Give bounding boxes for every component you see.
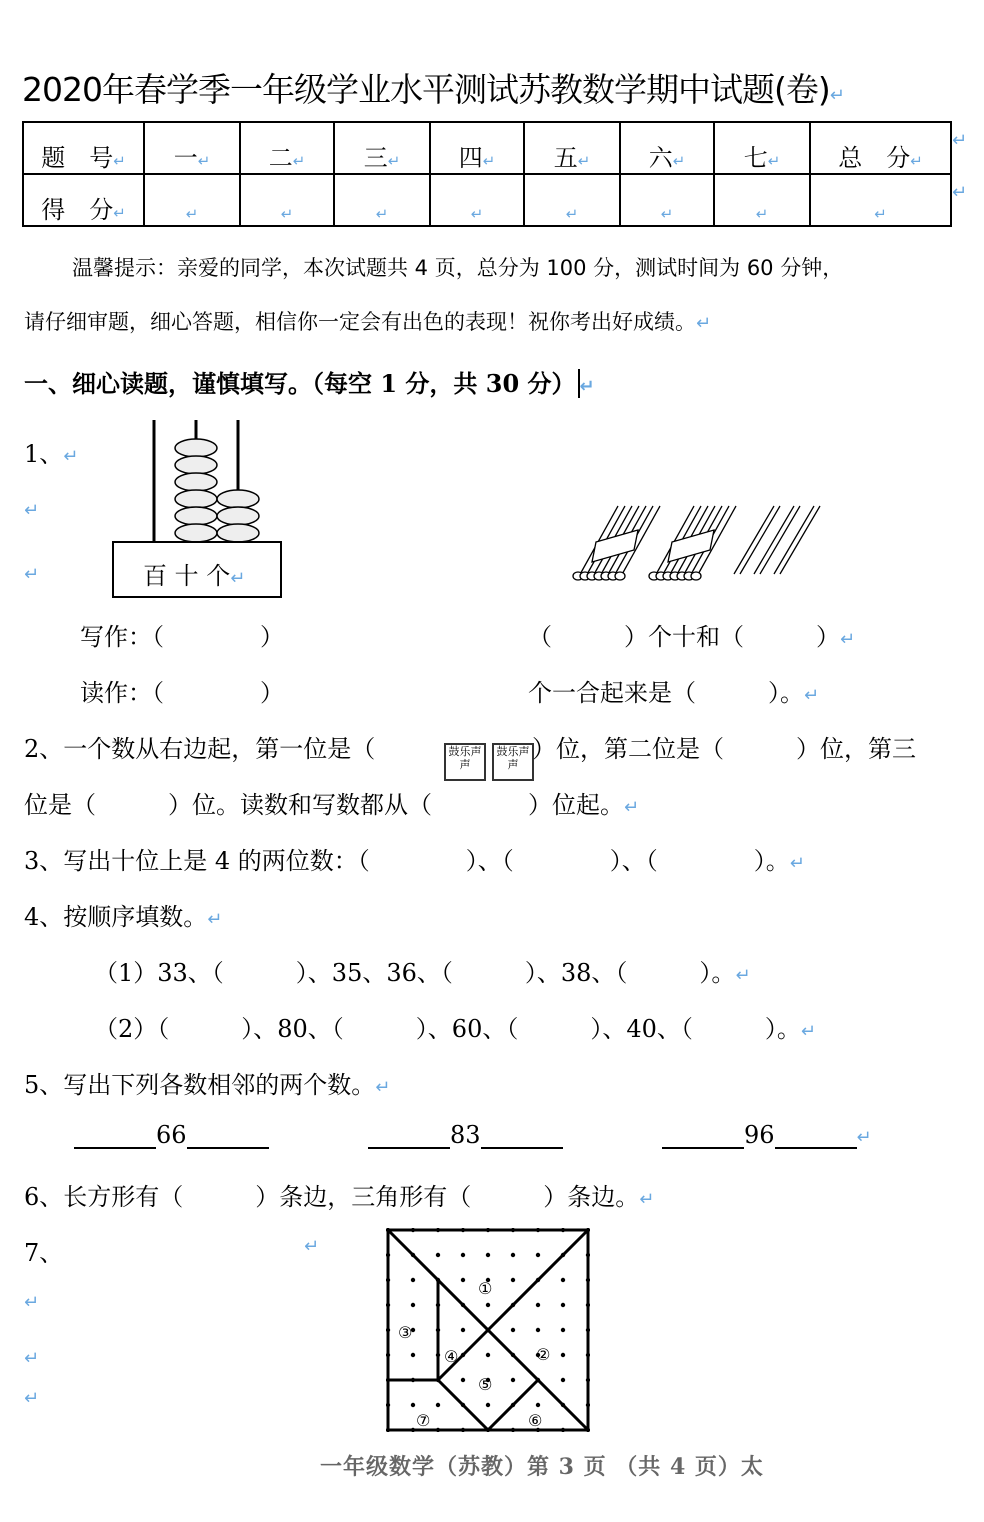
grid-dot bbox=[461, 1278, 465, 1282]
grid-dot bbox=[561, 1328, 565, 1332]
q2-line-1a: 2、一个数从右边起，第一位是（ bbox=[24, 735, 376, 763]
return-mark-icon: ↵ bbox=[24, 1348, 40, 1369]
q5-item-2[interactable]: 83 bbox=[368, 1121, 563, 1149]
header-cell: 三↵ bbox=[334, 122, 430, 174]
score-input-cell[interactable]: ↵ bbox=[144, 174, 240, 226]
q1-number: 1、↵ bbox=[24, 440, 79, 468]
score-input-cell[interactable]: ↵ bbox=[620, 174, 714, 226]
return-mark-icon: ↵ bbox=[24, 1388, 40, 1409]
piece-label-3: ③ bbox=[398, 1323, 413, 1342]
return-mark-icon: ↵ bbox=[304, 1236, 320, 1257]
q1-write-blank[interactable]: 写作：（ ） bbox=[80, 623, 284, 651]
q3-line[interactable]: 3、写出十位上是 4 的两位数：（ ）、（ ）、（ ）。↵ bbox=[24, 847, 805, 875]
header-cell: 一↵ bbox=[144, 122, 240, 174]
q4-label: 4、按顺序填数。↵ bbox=[24, 903, 223, 931]
grid-dot bbox=[436, 1253, 440, 1257]
grid-dot bbox=[486, 1403, 490, 1407]
grid-dot bbox=[411, 1278, 415, 1282]
return-mark-icon: ↵ bbox=[952, 182, 968, 203]
return-mark-icon: ↵ bbox=[24, 500, 40, 521]
tip-line-1: 温馨提示：亲爱的同学，本次试题共 4 页，总分为 100 分，测试时间为 60 分钟， bbox=[72, 256, 844, 280]
grid-dot bbox=[561, 1278, 565, 1282]
q1-read-blank[interactable]: 读作：（ ） bbox=[80, 679, 284, 707]
grid-dot bbox=[511, 1253, 515, 1257]
header-label-cell: 题 号↵ bbox=[23, 122, 144, 174]
piece-label-4: ④ bbox=[444, 1347, 459, 1366]
grid-dot bbox=[461, 1253, 465, 1257]
grid-dot bbox=[536, 1328, 540, 1332]
grid-dot bbox=[561, 1378, 565, 1382]
grid-dot bbox=[536, 1253, 540, 1257]
score-header-row bbox=[23, 122, 951, 174]
grid-dot bbox=[511, 1378, 515, 1382]
header-cell: 四↵ bbox=[430, 122, 524, 174]
header-cell: 六↵ bbox=[620, 122, 714, 174]
stamp-icon: 鼓乐声声 bbox=[492, 743, 534, 781]
score-input-cell[interactable]: ↵ bbox=[240, 174, 334, 226]
q1-right-line-1[interactable]: （ ）个十和（ ）↵ bbox=[528, 623, 856, 651]
page-title bbox=[22, 64, 844, 111]
piece-label-1: ① bbox=[478, 1279, 493, 1298]
grid-dot bbox=[561, 1353, 565, 1357]
section-1-heading: 一、细心读题，谨慎填写。（每空 1 分，共 30 分） ↵ bbox=[24, 369, 595, 398]
score-table bbox=[22, 121, 952, 227]
grid-dot bbox=[486, 1303, 490, 1307]
tangram-grid-figure bbox=[386, 1228, 590, 1432]
header-cell: 总 分↵ bbox=[810, 122, 951, 174]
abacus-place-labels: 百 十 个↵ bbox=[143, 562, 246, 590]
grid-dot bbox=[411, 1353, 415, 1357]
score-input-cell[interactable]: ↵ bbox=[714, 174, 810, 226]
return-mark-icon: ↵ bbox=[952, 130, 968, 151]
return-mark-icon: ↵ bbox=[829, 85, 844, 106]
grid-dot bbox=[411, 1403, 415, 1407]
score-input-cell[interactable]: ↵ bbox=[334, 174, 430, 226]
piece-label-7: ⑦ bbox=[416, 1411, 431, 1430]
q1-right-line-2[interactable]: 个一合起来是（ ）。↵ bbox=[528, 679, 820, 707]
page-footer: 一年级数学（苏教）第 3 页 （共 4 页）太 bbox=[320, 1454, 764, 1480]
score-input-cell[interactable]: ↵ bbox=[810, 174, 951, 226]
grid-dot bbox=[536, 1403, 540, 1407]
header-cell: 二↵ bbox=[240, 122, 334, 174]
q7-number: 7、 bbox=[24, 1239, 64, 1267]
q5-item-3[interactable]: 96 ↵ bbox=[662, 1121, 872, 1149]
tip-line-2: 请仔细审题，细心答题，相信你一定会有出色的表现！祝你考出好成绩。↵ bbox=[24, 310, 712, 334]
grid-dot bbox=[411, 1303, 415, 1307]
grid-dot bbox=[461, 1378, 465, 1382]
grid-dot bbox=[511, 1328, 515, 1332]
grid-dot bbox=[511, 1278, 515, 1282]
grid-dot bbox=[536, 1303, 540, 1307]
q4-row-1[interactable]: （1）33、（ ）、35、36、（ ）、38、（ ）。↵ bbox=[94, 959, 751, 987]
return-mark-icon: ↵ bbox=[24, 1292, 40, 1313]
score-input-cell[interactable]: ↵ bbox=[524, 174, 620, 226]
grid-dot bbox=[561, 1303, 565, 1307]
title-text: 2020年春学季一年级学业水平测试苏教数学期中试题(卷) bbox=[22, 70, 830, 109]
header-cell: 五↵ bbox=[524, 122, 620, 174]
q2-line-2: 位是（ ）位。读数和写数都从（ ）位起。↵ bbox=[24, 791, 640, 819]
row-label-cell: 得 分↵ bbox=[23, 174, 144, 226]
piece-label-2: ② bbox=[536, 1345, 551, 1364]
grid-dot bbox=[486, 1253, 490, 1257]
grid-dot bbox=[486, 1353, 490, 1357]
return-mark-icon: ↵ bbox=[24, 564, 40, 585]
q5-item-1[interactable]: 66 bbox=[74, 1121, 269, 1149]
piece-label-5: ⑤ bbox=[478, 1375, 493, 1394]
stamp-icon: 鼓乐声声 bbox=[444, 743, 486, 781]
q5-label: 5、写出下列各数相邻的两个数。↵ bbox=[24, 1071, 391, 1099]
q2-line-1b: ）位，第二位是（ ）位，第三 bbox=[532, 735, 916, 763]
header-cell: 七↵ bbox=[714, 122, 810, 174]
score-value-row bbox=[23, 174, 951, 226]
score-input-cell[interactable]: ↵ bbox=[430, 174, 524, 226]
grid-dot bbox=[436, 1403, 440, 1407]
grid-dot bbox=[461, 1328, 465, 1332]
sticks-bundles-figure bbox=[568, 498, 828, 588]
q6-line[interactable]: 6、长方形有（ ）条边，三角形有（ ）条边。↵ bbox=[24, 1183, 655, 1211]
q4-row-2[interactable]: （2）（ ）、80、（ ）、60、（ ）、40、（ ）。↵ bbox=[94, 1015, 816, 1043]
piece-label-6: ⑥ bbox=[528, 1411, 543, 1430]
